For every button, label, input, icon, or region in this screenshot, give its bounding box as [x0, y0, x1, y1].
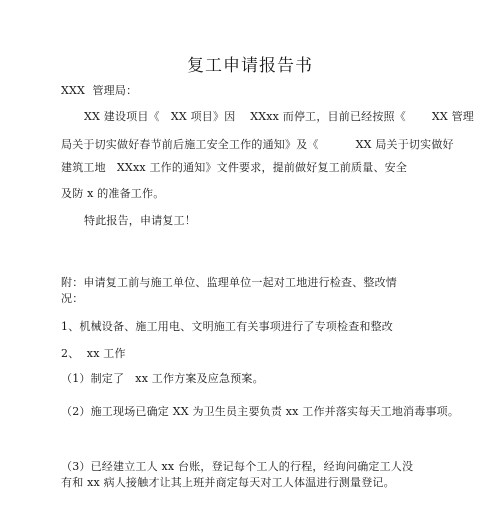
list-item-1: 1、机械设备、施工用电、文明施工有关事项进行了专项检查和整改 [61, 320, 393, 333]
closing-line: 特此报告，申请复工！ [84, 214, 196, 227]
body-line: 局关于切实做好春节前后施工安全工作的通知》及《 XX 局关于切实做好 [61, 138, 454, 151]
list-item-2: 2、 xx 工作 [61, 347, 126, 360]
document-title: 复工申请报告书 [187, 56, 313, 76]
appendix-line: 况： [61, 292, 84, 305]
body-line: 建筑工地 XXxx 工作的通知》文件要求，提前做好复工前质量、安全 [61, 161, 408, 174]
body-line: XX 建设项目《 XX 项目》因 XXxx 而停工，目前已经按照《 XX 管理 [84, 110, 474, 123]
appendix-line: 附：申请复工前与施工单位、监理单位一起对工地进行检查、整改情 [61, 276, 397, 289]
sub-item-3-line: （3）已经建立工人 xx 台账，登记每个工人的行程，经询问确定工人没 [61, 460, 414, 473]
sub-item-1: （1）制定了 xx 工作方案及应急预案。 [61, 372, 264, 385]
body-line: 及防 x 的准备工作。 [61, 187, 165, 200]
sub-item-3-line: 有和 xx 病人接触才让其上班并商定每天对工人体温进行测量登记。 [61, 476, 395, 489]
sub-item-2: （2）施工现场已确定 XX 为卫生员主要负责 xx 工作并落实每天工地消毒事项。 [61, 405, 460, 418]
salutation: XXX 管理局： [61, 84, 138, 97]
